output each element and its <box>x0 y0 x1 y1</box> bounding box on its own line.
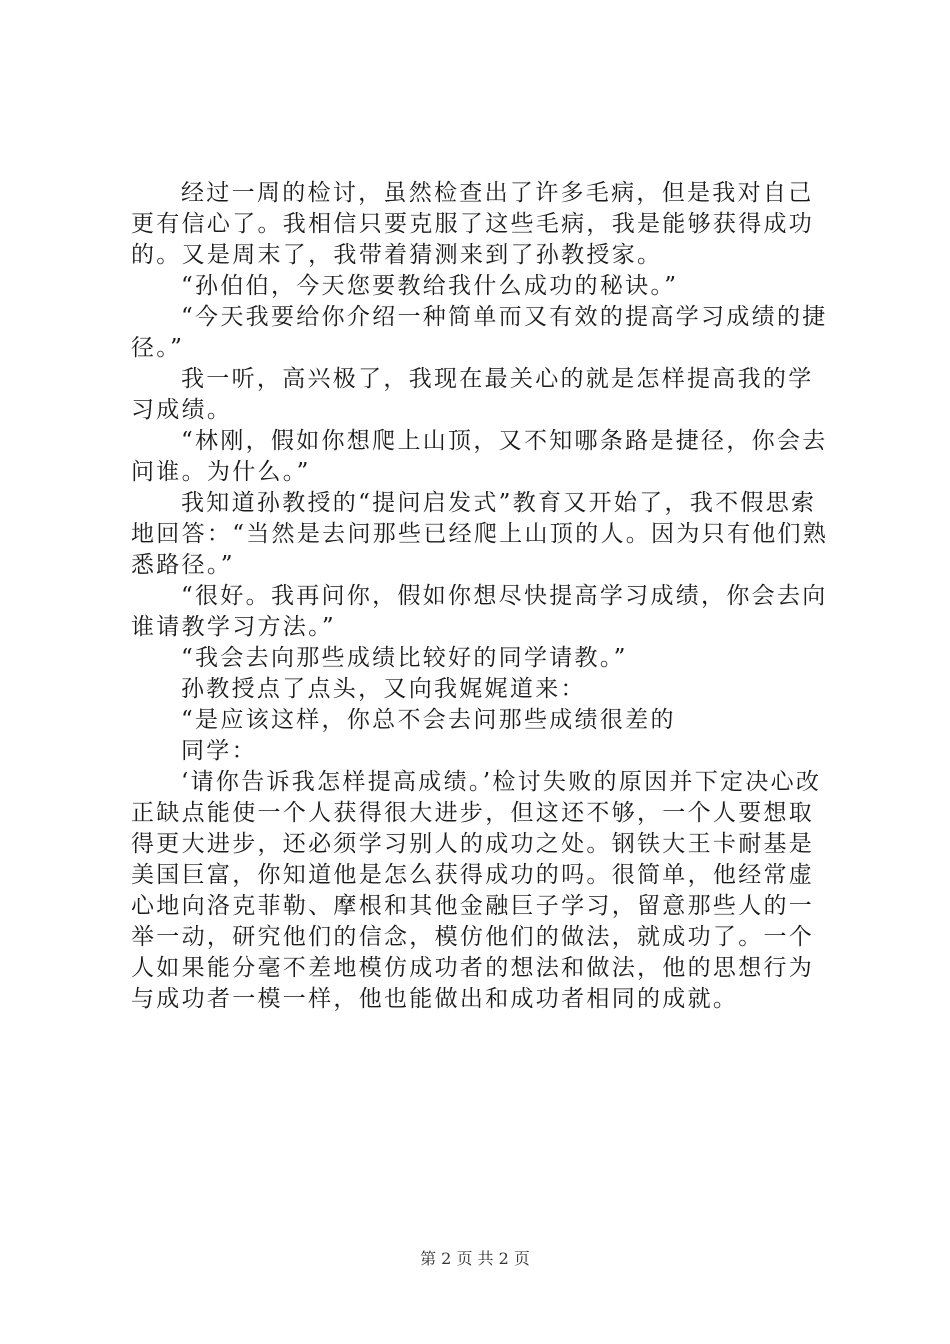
paragraph-11: 同学： <box>181 738 257 764</box>
document-body <box>131 178 831 1015</box>
paragraph-1: 经过一周的检讨，虽然检查出了许多毛病，但是我对自己更有信心了。我相信只要克服了这些毛病，我是能够获得成功的。又是周末了，我带着猜测来到了孙教授家。 <box>131 180 815 268</box>
paragraph-5: “林刚，假如你想爬上山顶，又不知哪条路是捷径，你会去问谁。为什么。” <box>131 428 828 485</box>
page-number-label: 第 2 页 共 2 页 <box>420 1249 530 1268</box>
paragraph-2: “孙伯伯，今天您要教给我什么成功的秘诀。” <box>181 273 679 299</box>
paragraph-12: ‘请你告诉我怎样提高成绩。’检讨失败的原因并下定决心改正缺点能使一个人获得很大进步，但这还不够，一个人要想取得更大进步，还必须学习别人的成功之处。钢铁大王卡耐基是美国巨富，你知道他是怎么获得成功的吗。很简单，他经常虚心地向洛克菲勒、摩根和其他金融巨子学习，留意那些人的一举一动，研究他们的信念，模仿他们的做法，就成功了。一个人如果能分毫不差地模仿成功者的想法和做法，他的思想行为与成功者一模一样，他也能做出和成功者相同的成就。 <box>131 769 822 1012</box>
paragraph-8: “我会去向那些成绩比较好的同学请教。” <box>181 645 628 671</box>
paragraph-3: “今天我要给你介绍一种简单而又有效的提高学习成绩的捷径。” <box>131 304 828 361</box>
paragraph-9: 孙教授点了点头，又向我娓娓道来： <box>181 676 586 702</box>
paragraph-7: “很好。我再问你，假如你想尽快提高学习成绩，你会去向谁请教学习方法。” <box>131 583 828 640</box>
paragraph-6: 我知道孙教授的“提问启发式”教育又开始了，我不假思索地回答：“当然是去问那些已经爬上山顶的人。因为只有他们熟悉路径。” <box>131 490 829 578</box>
paragraph-10: “是应该这样，你总不会去问那些成绩很差的 <box>181 707 676 733</box>
paragraph-4: 我一听，高兴极了，我现在最关心的就是怎样提高我的学习成绩。 <box>131 366 814 423</box>
page-footer <box>0 1246 950 1269</box>
